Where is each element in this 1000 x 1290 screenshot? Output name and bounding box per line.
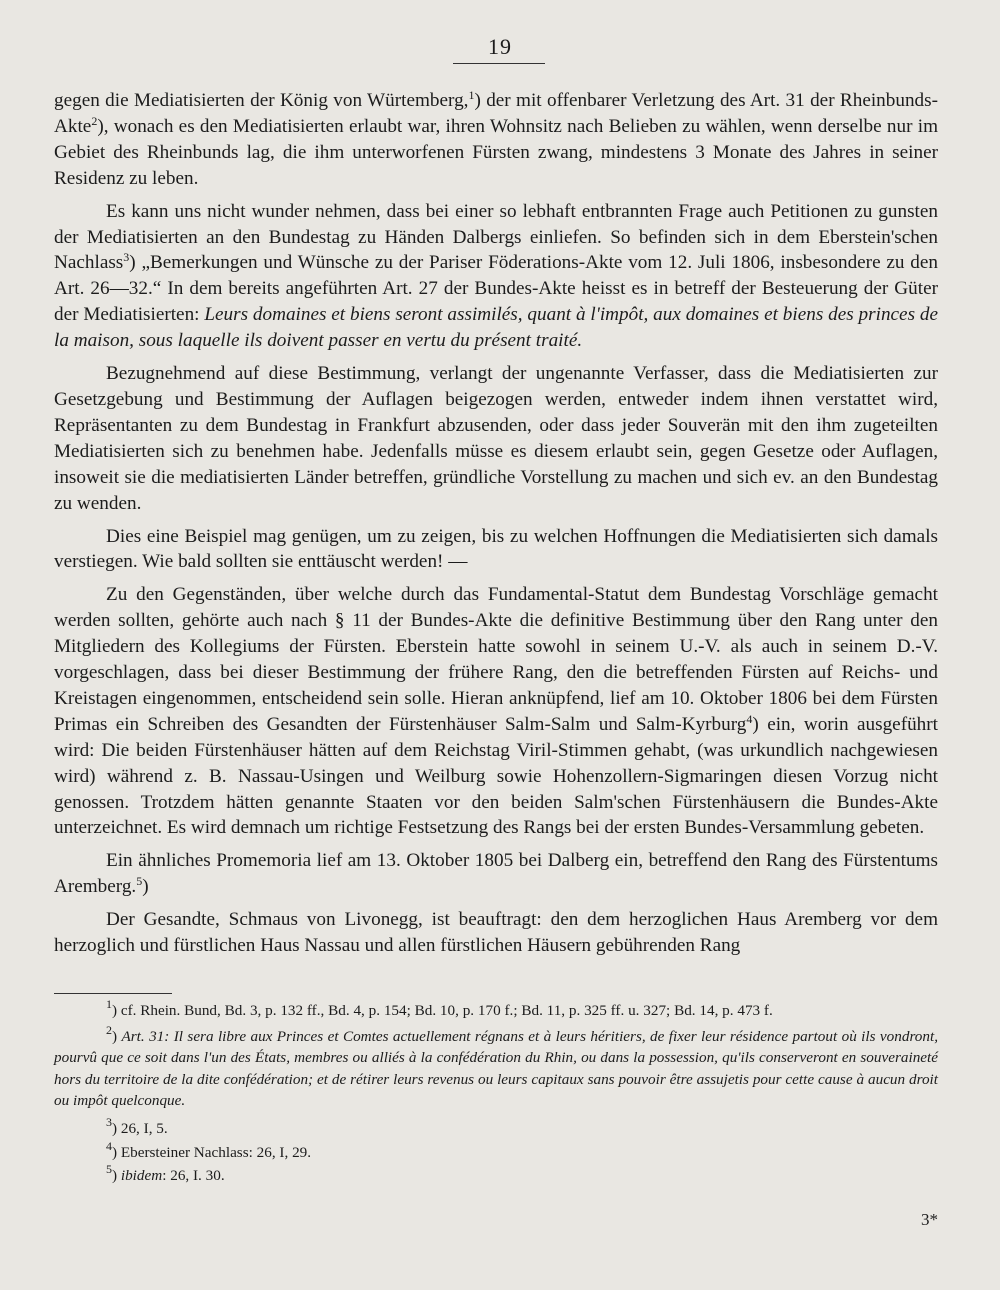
footnote-2 [54, 1022, 939, 1112]
footnote-3 [54, 1114, 938, 1140]
page-number: 19 [488, 34, 512, 59]
paragraph-3: Bezugnehmend auf diese Bestimmung, verlangt der ungenannte Verfasser, dass die Mediatisierten zur Gesetzgebung und Bestimmung der Auflagen beigezogen werden, entweder indem ihnen verstattet wird, Repräsentanten zu dem Bundestag in Frankfurt abzusenden, oder dass jeder Souverän mit den ihm zugeteilten Mediatisierten sich zu benehmen habe. Jedenfalls müsse es diesem erlaubt sein, gegen Gesetze oder Auflagen, insoweit sie die mediatisierten Länder betreffen, gründliche Vorstellung zu machen und sich ev. an den Bundestag zu wenden. [54, 363, 938, 514]
paragraph-text: ) ein, worin ausgeführt wird: Die beiden Fürstenhäuser hätten auf dem Reichstag Viril-Stimmen gehabt, (was urkundlich nachgewiesen wird) während z. B. Nassau-Usingen und Weilburg sowie Hohenzollern-Sigmaringen diesen Vorzug nicht genossen. Trotzdem hätten genannte Staaten vor den beiden Salm'schen Fürstenhäusern die Bundes-Akte unterzeichnet. Es wird demnach um richtige Festsetzung des Rangs bei der ersten Bundes-Versammlung gebeten. [54, 713, 938, 839]
footnote-4 [54, 1138, 938, 1164]
footnote-text: : 26, I. 30. [162, 1167, 225, 1185]
footnote-separator [54, 993, 172, 994]
footnote-quote: Il sera libre aux Princes et Comtes actuellement régnans et à leurs héritiers, de fixer leur résidence partout où ils vondront, pourvû que ce soit dans l'un des États, membres ou alliés à la confédération du Rhin, ou dans la possession, qu'ils conserveront en souveraineté hors du territoire de la dite confédération; et de rétirer leurs revenus ou leurs capitaux sans pouvoir être assujetis pour cette cause à aucun droit ou impôt quelconque. [54, 1027, 939, 1110]
paragraph-7: Der Gesandte, Schmaus von Livonegg, ist beauftragt: den dem herzoglichen Haus Aremberg vor dem herzoglich und fürstlichen Haus Nassau und allen fürstlichen Häusern gebührenden Rang [54, 909, 938, 957]
footnote-mark: 3 [106, 1114, 112, 1129]
footnote-1 [54, 997, 938, 1022]
footnote-mark: 1 [106, 997, 112, 1011]
footnote-label: ibidem [120, 1167, 163, 1185]
paragraph-1 [54, 88, 938, 192]
footnote-ref-5: 5 [136, 874, 143, 889]
footnote-label: Art. 31: [121, 1027, 170, 1045]
footnote-mark: 2 [106, 1022, 112, 1037]
footnote-text: ) 26, I, 5. [112, 1119, 168, 1137]
footnote-ref-3: 3 [123, 250, 130, 265]
paragraph-5 [54, 582, 938, 841]
paragraph-4: Dies eine Beispiel mag genügen, um zu zeigen, bis zu welchen Hoffnungen die Mediatisierten sich damals verstiegen. Wie bald sollten sie enttäuscht werden! — [54, 525, 938, 573]
footnote-5 [54, 1162, 938, 1187]
paragraph-text: ) [142, 876, 149, 898]
paragraph-text: Zu den Gegenständen, über welche durch das Fundamental-Statut dem Bundestag Vorschläge gemacht werden sollten, gehörte auch nach § 11 der Bundes-Akte die definitive Bestimmung über den Rang unter den Mitgliedern des Kollegiums der Fürsten. Eberstein hatte sowohl in seinem U.-V. als auch in seinem D.-V. vorgeschlagen, dass bei dieser Bestimmung der frühere Rang, den die betreffenden Fürsten auf Reichs- und Kreistagen eingenommen, entscheidend sein solle. Hieran anknüpfend, lief am 10. Oktober 1806 bei dem Fürsten Primas ein Schreiben des Gesandten der Fürstenhäuser Salm-Salm und Salm-Kyrburg [54, 584, 938, 735]
footnote-text: ) cf. Rhein. Bund, Bd. 3, p. 132 ff., Bd. 4, p. 154; Bd. 10, p. 170 f.; Bd. 11, p. 325 ff. u. 327; Bd. 14, p. 473 f. [112, 1002, 773, 1019]
french-quote: Leurs domaines et biens seront assimilés, quant à l'impôt, aux domaines et biens des princes de la maison, sous laquelle ils doivent passer en vertu du présent traité. [54, 304, 938, 352]
paragraph-text: Ein ähnliches Promemoria lief am 13. Oktober 1805 bei Dalberg ein, betreffend den Rang des Fürstentums Aremberg. [54, 850, 938, 898]
footnote-text: ) [112, 1027, 122, 1045]
paragraph-text: ) „Bemerkungen und Wünsche zu der Pariser Föderations-Akte vom 12. Juli 1806, insbesondere zu den Art. 26—32.“ In dem bereits angeführten Art. 27 der Bundes-Akte heisst es in betreff der Besteuerung der Güter der Mediatisierten: [54, 252, 938, 326]
paragraph-text: Es kann uns nicht wunder nehmen, dass bei einer so lebhaft entbrannten Frage auch Petitionen zu gunsten der Mediatisierten an den Bundestag zu Händen Dalbergs einliefen. So befinden sich in dem Eberstein'schen Nachlass [54, 200, 938, 274]
page-number-rule [453, 63, 545, 64]
paragraph-text: ) der mit offenbarer Verletzung des Art. 31 der Rheinbunds-Akte [54, 90, 938, 137]
footnote-ref-1: 1 [468, 88, 475, 102]
sheet-signature: 3* [921, 1210, 938, 1229]
footnote-ref-2: 2 [91, 113, 98, 128]
paragraph-text: ), wonach es den Mediatisierten erlaubt war, ihren Wohnsitz nach Belieben zu wählen, wenn derselbe nur im Gebiet des Rheinbunds lag, die ihm unterworfenen Fürsten zwang, mindestens 3 Monate des Jahres in seiner Residenz zu leben. [54, 115, 938, 189]
main-text [54, 88, 938, 966]
footnotes [54, 997, 939, 1189]
footnote-text: ) Ebersteiner Nachlass: 26, I, 29. [112, 1143, 312, 1161]
paragraph-6 [54, 848, 938, 900]
footnote-mark: 5 [106, 1162, 112, 1177]
paragraph-2 [54, 199, 938, 354]
footnote-text: ) [112, 1167, 121, 1185]
footnote-ref-4: 4 [746, 711, 753, 726]
paragraph-text: gegen die Mediatisierten der König von Würtemberg, [54, 90, 469, 111]
footnote-mark: 4 [106, 1138, 112, 1153]
